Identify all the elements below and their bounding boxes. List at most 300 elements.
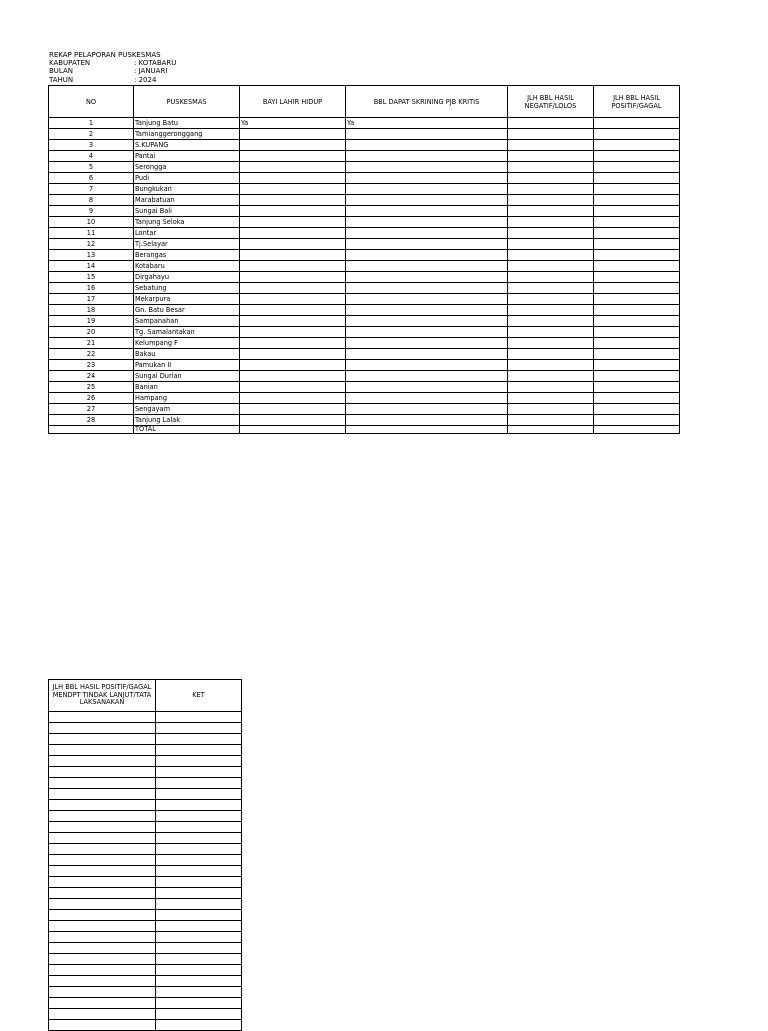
cell-negatif-lolos — [508, 261, 594, 272]
table-row — [49, 910, 242, 921]
cell-tindak-lanjut — [49, 1009, 156, 1020]
cell-ket — [156, 789, 242, 800]
cell-bayi-lahir-hidup — [240, 272, 346, 283]
cell-bbl-skrining — [346, 129, 508, 140]
cell-ket — [156, 954, 242, 965]
cell-bayi-lahir-hidup — [240, 327, 346, 338]
cell-ket — [156, 998, 242, 1009]
cell-puskesmas: Serongga — [134, 162, 240, 173]
cell-puskesmas: Tanjung Seloka — [134, 217, 240, 228]
cell-no: 23 — [49, 360, 134, 371]
field-tahun — [49, 76, 176, 84]
cell-tindak-lanjut — [49, 756, 156, 767]
cell-positif-gagal — [594, 338, 680, 349]
cell-bbl-skrining — [346, 283, 508, 294]
cell-puskesmas: Tg. Samalantakan — [134, 327, 240, 338]
cell-puskesmas: Banian — [134, 382, 240, 393]
table-row — [49, 866, 242, 877]
cell-negatif-lolos — [508, 294, 594, 305]
table-row — [49, 756, 242, 767]
table-row — [49, 811, 242, 822]
cell-negatif-lolos — [508, 338, 594, 349]
cell-bbl-skrining — [346, 371, 508, 382]
table-row — [49, 195, 680, 206]
table-row — [49, 316, 680, 327]
cell-bayi-lahir-hidup — [240, 250, 346, 261]
table-row — [49, 899, 242, 910]
cell-bbl-skrining — [346, 305, 508, 316]
cell-no: 17 — [49, 294, 134, 305]
cell-positif-gagal — [594, 316, 680, 327]
cell-positif-gagal — [594, 239, 680, 250]
cell-bbl-skrining — [346, 228, 508, 239]
table-row — [49, 184, 680, 195]
cell-puskesmas: Bungkukan — [134, 184, 240, 195]
cell-positif-gagal — [594, 261, 680, 272]
cell-no: 21 — [49, 338, 134, 349]
cell-tindak-lanjut — [49, 855, 156, 866]
total-row — [49, 426, 680, 434]
cell-puskesmas: Dirgahayu — [134, 272, 240, 283]
cell-tindak-lanjut — [49, 965, 156, 976]
table-row — [49, 217, 680, 228]
cell-ket — [156, 921, 242, 932]
cell-bbl-skrining: Ya — [346, 118, 508, 129]
cell-negatif-lolos — [508, 140, 594, 151]
cell-no: 27 — [49, 404, 134, 415]
cell-bbl-skrining — [346, 338, 508, 349]
cell-positif-gagal — [594, 195, 680, 206]
cell-negatif-lolos — [508, 184, 594, 195]
cell-bayi-lahir-hidup — [240, 206, 346, 217]
cell-no: 15 — [49, 272, 134, 283]
cell-bbl-skrining — [346, 151, 508, 162]
cell-no: 3 — [49, 140, 134, 151]
table-row — [49, 855, 242, 866]
cell-positif-gagal — [594, 184, 680, 195]
cell-bbl-skrining — [346, 316, 508, 327]
cell-bbl-skrining — [346, 261, 508, 272]
cell-bayi-lahir-hidup — [240, 239, 346, 250]
table-row — [49, 822, 242, 833]
cell-bayi-lahir-hidup: Ya — [240, 118, 346, 129]
cell-tindak-lanjut — [49, 844, 156, 855]
table-row — [49, 239, 680, 250]
cell-bayi-lahir-hidup — [240, 349, 346, 360]
cell-puskesmas: Gn. Batu Besar — [134, 305, 240, 316]
report-header — [49, 51, 176, 84]
cell-no: 28 — [49, 415, 134, 426]
cell-ket — [156, 910, 242, 921]
cell-ket — [156, 844, 242, 855]
cell-no: 8 — [49, 195, 134, 206]
cell-bbl-skrining — [346, 272, 508, 283]
cell-negatif-lolos — [508, 305, 594, 316]
table-row — [49, 261, 680, 272]
cell-bayi-lahir-hidup — [240, 393, 346, 404]
cell-positif-gagal — [594, 250, 680, 261]
table-row — [49, 338, 680, 349]
cell-positif-gagal — [594, 272, 680, 283]
table-row — [49, 415, 680, 426]
cell-negatif-lolos — [508, 228, 594, 239]
cell-ket — [156, 877, 242, 888]
cell-negatif-lolos — [508, 195, 594, 206]
cell-bayi-lahir-hidup — [240, 184, 346, 195]
cell-bayi-lahir-hidup — [240, 294, 346, 305]
cell-bayi-lahir-hidup — [240, 261, 346, 272]
table-row — [49, 844, 242, 855]
cell-bayi-lahir-hidup — [240, 404, 346, 415]
cell-bbl-skrining — [346, 393, 508, 404]
cell-puskesmas: Sungai Durian — [134, 371, 240, 382]
cell-positif-gagal — [594, 173, 680, 184]
cell-puskesmas: Sebatung — [134, 283, 240, 294]
table-row — [49, 767, 242, 778]
cell-ket — [156, 899, 242, 910]
field-value: : JANUARI — [134, 67, 168, 76]
cell-no: 7 — [49, 184, 134, 195]
cell-positif-gagal — [594, 118, 680, 129]
total-label: TOTAL — [134, 426, 240, 434]
cell-bbl-skrining — [346, 415, 508, 426]
cell-tindak-lanjut — [49, 723, 156, 734]
cell-no: 14 — [49, 261, 134, 272]
cell-tindak-lanjut — [49, 745, 156, 756]
cell-bayi-lahir-hidup — [240, 382, 346, 393]
cell-bbl-skrining — [346, 140, 508, 151]
table-row — [49, 921, 242, 932]
field-label: KABUPATEN — [49, 59, 91, 68]
table-row — [49, 360, 680, 371]
cell-tindak-lanjut — [49, 800, 156, 811]
cell-positif-gagal — [594, 283, 680, 294]
cell-positif-gagal — [594, 349, 680, 360]
table-row — [49, 745, 242, 756]
table-row — [49, 789, 242, 800]
cell-ket — [156, 833, 242, 844]
cell-no: 16 — [49, 283, 134, 294]
total-cell — [346, 426, 508, 434]
table-row — [49, 954, 242, 965]
cell-ket — [156, 723, 242, 734]
cell-puskesmas: Berangas — [134, 250, 240, 261]
cell-positif-gagal — [594, 371, 680, 382]
col-header-bbl-skrining: BBL DAPAT SKRINING PJB KRITIS — [346, 86, 508, 118]
cell-tindak-lanjut — [49, 932, 156, 943]
cell-tindak-lanjut — [49, 998, 156, 1009]
table-row — [49, 228, 680, 239]
cell-bbl-skrining — [346, 294, 508, 305]
cell-ket — [156, 855, 242, 866]
table-row — [49, 943, 242, 954]
cell-ket — [156, 965, 242, 976]
cell-puskesmas: S.KUPANG — [134, 140, 240, 151]
col-header-puskesmas: PUSKESMAS — [134, 86, 240, 118]
cell-tindak-lanjut — [49, 789, 156, 800]
table-row — [49, 1020, 242, 1031]
cell-bayi-lahir-hidup — [240, 316, 346, 327]
table-row — [49, 712, 242, 723]
cell-no: 10 — [49, 217, 134, 228]
cell-negatif-lolos — [508, 217, 594, 228]
table-row — [49, 976, 242, 987]
cell-bayi-lahir-hidup — [240, 371, 346, 382]
cell-puskesmas: Pudi — [134, 173, 240, 184]
cell-puskesmas: Mekarpura — [134, 294, 240, 305]
cell-negatif-lolos — [508, 371, 594, 382]
cell-no: 25 — [49, 382, 134, 393]
cell-positif-gagal — [594, 360, 680, 371]
field-label: BULAN — [49, 67, 74, 76]
total-cell — [594, 426, 680, 434]
cell-ket — [156, 756, 242, 767]
table-row — [49, 250, 680, 261]
cell-negatif-lolos — [508, 360, 594, 371]
table-row — [49, 206, 680, 217]
table-header-row — [49, 680, 242, 712]
cell-no: 22 — [49, 349, 134, 360]
cell-ket — [156, 932, 242, 943]
cell-no: 1 — [49, 118, 134, 129]
cell-positif-gagal — [594, 305, 680, 316]
table-row — [49, 118, 680, 129]
table-row — [49, 778, 242, 789]
col-header-ket: KET — [156, 680, 242, 712]
cell-puskesmas: Pantai — [134, 151, 240, 162]
table-row — [49, 734, 242, 745]
cell-no: 18 — [49, 305, 134, 316]
cell-negatif-lolos — [508, 382, 594, 393]
total-cell — [240, 426, 346, 434]
cell-tindak-lanjut — [49, 866, 156, 877]
cell-ket — [156, 866, 242, 877]
cell-tindak-lanjut — [49, 954, 156, 965]
cell-bbl-skrining — [346, 173, 508, 184]
cell-tindak-lanjut — [49, 712, 156, 723]
cell-bbl-skrining — [346, 382, 508, 393]
cell-negatif-lolos — [508, 239, 594, 250]
cell-positif-gagal — [594, 162, 680, 173]
cell-tindak-lanjut — [49, 899, 156, 910]
cell-negatif-lolos — [508, 272, 594, 283]
cell-negatif-lolos — [508, 415, 594, 426]
cell-puskesmas: Kotabaru — [134, 261, 240, 272]
cell-no: 24 — [49, 371, 134, 382]
cell-puskesmas: Marabatuan — [134, 195, 240, 206]
cell-tindak-lanjut — [49, 877, 156, 888]
table-row — [49, 151, 680, 162]
cell-no: 20 — [49, 327, 134, 338]
cell-bbl-skrining — [346, 162, 508, 173]
cell-tindak-lanjut — [49, 910, 156, 921]
cell-bbl-skrining — [346, 206, 508, 217]
cell-no: 12 — [49, 239, 134, 250]
col-header-bayi-lahir-hidup: BAYI LAHIR HIDUP — [240, 86, 346, 118]
total-cell — [508, 426, 594, 434]
cell-no: 26 — [49, 393, 134, 404]
cell-tindak-lanjut — [49, 734, 156, 745]
table-row — [49, 932, 242, 943]
cell-ket — [156, 976, 242, 987]
field-value: : KOTABARU — [134, 59, 177, 68]
cell-tindak-lanjut — [49, 976, 156, 987]
table-row — [49, 393, 680, 404]
cell-puskesmas: Sampanahan — [134, 316, 240, 327]
cell-no: 11 — [49, 228, 134, 239]
cell-negatif-lolos — [508, 129, 594, 140]
cell-bbl-skrining — [346, 239, 508, 250]
cell-puskesmas: Tj.Selayar — [134, 239, 240, 250]
cell-positif-gagal — [594, 140, 680, 151]
table-row — [49, 998, 242, 1009]
cell-bayi-lahir-hidup — [240, 305, 346, 316]
cell-ket — [156, 767, 242, 778]
cell-negatif-lolos — [508, 118, 594, 129]
cell-bayi-lahir-hidup — [240, 140, 346, 151]
cell-bbl-skrining — [346, 349, 508, 360]
cell-ket — [156, 811, 242, 822]
cell-puskesmas: Tanjung Lalak — [134, 415, 240, 426]
cell-negatif-lolos — [508, 173, 594, 184]
cell-negatif-lolos — [508, 404, 594, 415]
cell-positif-gagal — [594, 382, 680, 393]
cell-negatif-lolos — [508, 151, 594, 162]
cell-no: 2 — [49, 129, 134, 140]
cell-tindak-lanjut — [49, 1020, 156, 1031]
cell-negatif-lolos — [508, 316, 594, 327]
cell-positif-gagal — [594, 151, 680, 162]
table-row — [49, 965, 242, 976]
cell-tindak-lanjut — [49, 811, 156, 822]
cell-negatif-lolos — [508, 349, 594, 360]
cell-positif-gagal — [594, 393, 680, 404]
cell-tindak-lanjut — [49, 888, 156, 899]
table-row — [49, 349, 680, 360]
cell-ket — [156, 712, 242, 723]
report-title: REKAP PELAPORAN PUSKESMAS — [49, 51, 161, 59]
cell-positif-gagal — [594, 327, 680, 338]
cell-no: 19 — [49, 316, 134, 327]
table-row — [49, 305, 680, 316]
cell-tindak-lanjut — [49, 987, 156, 998]
table-row — [49, 327, 680, 338]
table-row — [49, 272, 680, 283]
cell-negatif-lolos — [508, 162, 594, 173]
table-row — [49, 129, 680, 140]
cell-bbl-skrining — [346, 327, 508, 338]
cell-bbl-skrining — [346, 217, 508, 228]
cell-bayi-lahir-hidup — [240, 415, 346, 426]
cell-tindak-lanjut — [49, 921, 156, 932]
followup-table — [48, 679, 242, 1031]
table-header-row — [49, 86, 680, 118]
cell-ket — [156, 778, 242, 789]
report-table — [48, 85, 680, 434]
cell-no: 13 — [49, 250, 134, 261]
cell-ket — [156, 987, 242, 998]
cell-puskesmas: Sengayam — [134, 404, 240, 415]
field-bulan — [49, 67, 176, 75]
cell-tindak-lanjut — [49, 767, 156, 778]
cell-bayi-lahir-hidup — [240, 162, 346, 173]
cell-bayi-lahir-hidup — [240, 360, 346, 371]
field-kabupaten — [49, 59, 176, 67]
table-row — [49, 888, 242, 899]
cell-bbl-skrining — [346, 184, 508, 195]
cell-ket — [156, 1020, 242, 1031]
field-label: TAHUN — [49, 75, 74, 84]
cell-bayi-lahir-hidup — [240, 283, 346, 294]
table-row — [49, 723, 242, 734]
table-row — [49, 404, 680, 415]
cell-bbl-skrining — [346, 404, 508, 415]
col-header-no: NO — [49, 86, 134, 118]
table-row — [49, 1009, 242, 1020]
cell-ket — [156, 800, 242, 811]
cell-puskesmas: Tanjung Batu — [134, 118, 240, 129]
field-value: : 2024 — [134, 75, 157, 84]
cell-negatif-lolos — [508, 283, 594, 294]
table-row — [49, 283, 680, 294]
table-row — [49, 800, 242, 811]
cell-no: 9 — [49, 206, 134, 217]
cell-puskesmas: Kelumpang F — [134, 338, 240, 349]
cell-ket — [156, 888, 242, 899]
total-cell — [49, 426, 134, 434]
cell-bayi-lahir-hidup — [240, 217, 346, 228]
cell-positif-gagal — [594, 129, 680, 140]
cell-bbl-skrining — [346, 195, 508, 206]
cell-positif-gagal — [594, 415, 680, 426]
cell-negatif-lolos — [508, 393, 594, 404]
cell-positif-gagal — [594, 294, 680, 305]
cell-no: 4 — [49, 151, 134, 162]
cell-puskesmas: Pamukan II — [134, 360, 240, 371]
cell-puskesmas: Hampang — [134, 393, 240, 404]
cell-negatif-lolos — [508, 327, 594, 338]
col-header-tindak-lanjut: JLH BBL HASIL POSITIF/GAGAL MENDPT TINDAK LANJUT/TATA LAKSANAKAN — [49, 680, 156, 712]
table-row — [49, 173, 680, 184]
cell-negatif-lolos — [508, 206, 594, 217]
cell-bayi-lahir-hidup — [240, 151, 346, 162]
cell-bbl-skrining — [346, 360, 508, 371]
cell-tindak-lanjut — [49, 822, 156, 833]
table-row — [49, 987, 242, 998]
table-row — [49, 162, 680, 173]
cell-bbl-skrining — [346, 250, 508, 261]
cell-bayi-lahir-hidup — [240, 129, 346, 140]
cell-ket — [156, 734, 242, 745]
col-header-negatif-lolos: JLH BBL HASIL NEGATIF/LOLOS — [508, 86, 594, 118]
col-header-positif-gagal: JLH BBL HASIL POSITIF/GAGAL — [594, 86, 680, 118]
cell-ket — [156, 1009, 242, 1020]
cell-ket — [156, 745, 242, 756]
cell-tindak-lanjut — [49, 943, 156, 954]
cell-positif-gagal — [594, 206, 680, 217]
table-row — [49, 877, 242, 888]
cell-bayi-lahir-hidup — [240, 195, 346, 206]
cell-tindak-lanjut — [49, 833, 156, 844]
cell-bayi-lahir-hidup — [240, 338, 346, 349]
cell-ket — [156, 943, 242, 954]
cell-bayi-lahir-hidup — [240, 173, 346, 184]
cell-positif-gagal — [594, 228, 680, 239]
cell-puskesmas: Lontar — [134, 228, 240, 239]
cell-puskesmas: Sungai Bali — [134, 206, 240, 217]
cell-no: 5 — [49, 162, 134, 173]
cell-tindak-lanjut — [49, 778, 156, 789]
